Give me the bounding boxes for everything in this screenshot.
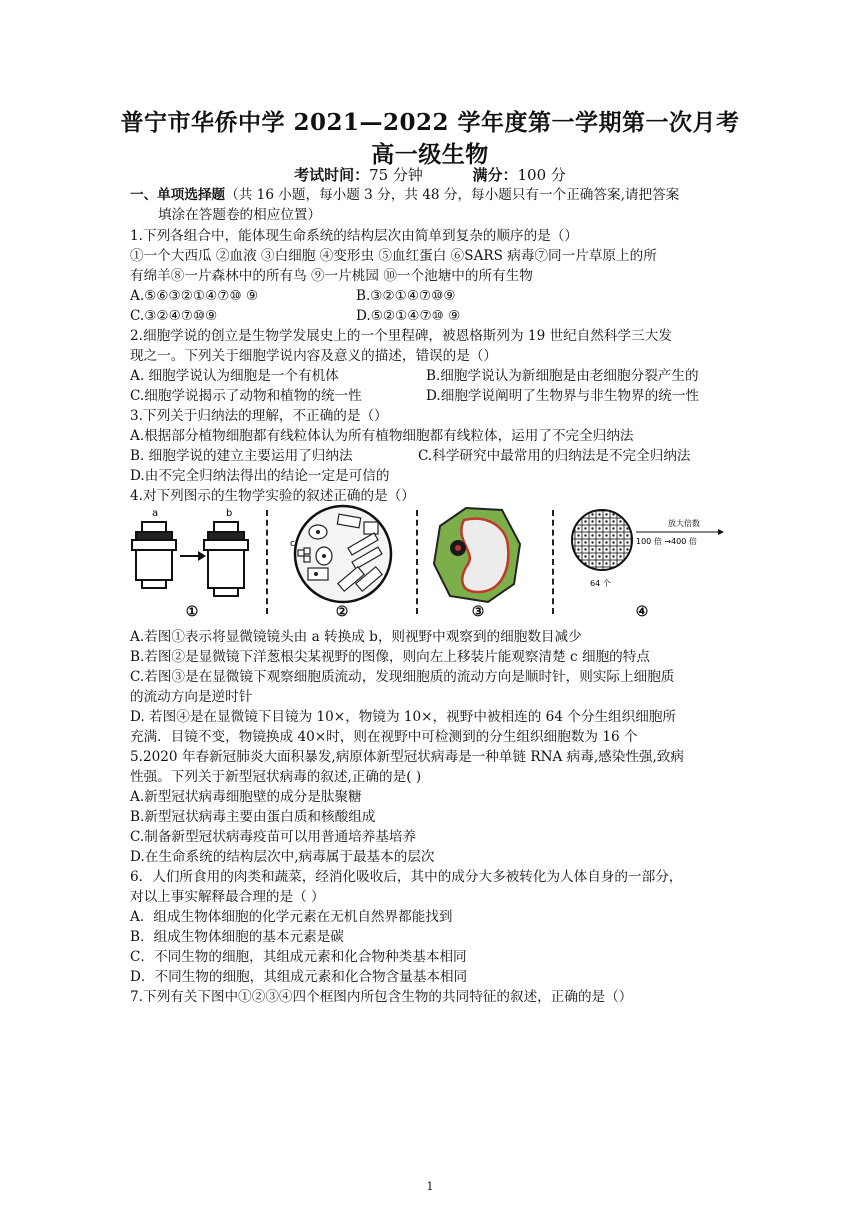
section-instructions-cont: 填涂在答题卷的相应位置） (158, 207, 322, 223)
fig2-number: ② (335, 604, 349, 620)
section-instructions: （共 16 小题，每小题 3 分，共 48 分，每小题只有一个正确答案,请把答案 (225, 187, 680, 203)
page-number: 1 (426, 1180, 434, 1193)
q2-option-c: C.细胞学说揭示了动物和植物的统一性 (130, 388, 362, 404)
q4-figure-row (128, 504, 728, 628)
q5-option-d: D.在生命系统的结构层次中,病毒属于最基本的层次 (130, 849, 435, 865)
q5-option-b: B.新型冠状病毒主要由蛋白质和核酸组成 (130, 809, 376, 825)
q1-option-b: B.③②①④⑦⑩⑨ (356, 288, 456, 304)
q1-stem: 1.下列各组合中，能体现生命系统的结构层次由简单到复杂的顺序的是（） (130, 228, 578, 244)
q2-stem-line1: 2.细胞学说的创立是生物学发展史上的一个里程碑，被恩格斯列为 19 世纪自然科学三大发 (130, 328, 672, 344)
q2-option-b: B.细胞学说认为新细胞是由老细胞分裂产生的 (426, 368, 699, 384)
q6-option-a: A．组成生物体细胞的化学元素在无机自然界都能找到 (130, 909, 453, 925)
exam-meta (0, 164, 860, 185)
q7-stem: 7.下列有关下图中①②③④四个框图内所包含生物的共同特征的叙述，正确的是（） (130, 989, 633, 1005)
q1-option-d: D.⑤②①④⑦⑩ ⑨ (356, 308, 461, 324)
q5-stem-line1: 5.2020 年春新冠肺炎大面积暴发,病原体新型冠状病毒是一种单链 RNA 病毒,感染性强,致病 (130, 749, 685, 765)
q4-option-d-line1: D. 若图④是在显微镜下目镜为 10×，物镜为 10×，视野中被相连的 64 个分生组织细胞所 (130, 709, 677, 725)
figure-4-cell-field (568, 504, 728, 604)
q1-option-c: C.③②④⑦⑩⑨ (130, 308, 218, 324)
fig3-number: ③ (471, 604, 485, 620)
section-title: 一、单项选择题 (130, 187, 226, 203)
section-heading (130, 185, 679, 205)
fig4-number: ④ (635, 604, 649, 620)
exam-time-value: 75 分钟 (369, 166, 423, 184)
figure-2-microscope-field (278, 504, 408, 604)
q3-option-d: D.由不完全归纳法得出的结论一定是可信的 (130, 468, 390, 484)
full-score-label: 满分： (472, 166, 518, 184)
q4-option-c-line1: C.若图③是在显微镜下观察细胞质流动，发现细胞质的流动方向是顺时针，则实际上细胞质 (130, 669, 675, 685)
q3-option-c: C.科学研究中最常用的归纳法是不完全归纳法 (418, 448, 691, 464)
document-subtitle: 高一级生物 (371, 141, 489, 168)
fig1-number: ① (185, 604, 199, 620)
figure-divider (266, 510, 268, 614)
q2-stem-line2: 现之一。下列关于细胞学说内容及意义的描述，错误的是（） (130, 348, 498, 364)
q4-option-c-line2: 的流动方向是逆时针 (130, 689, 253, 705)
q5-stem-line2: 性强。下列关于新型冠状病毒的叙述,正确的是( ) (130, 769, 422, 785)
q2-option-d: D.细胞学说阐明了生物界与非生物界的统一性 (426, 388, 700, 404)
q5-option-a: A.新型冠状病毒细胞壁的成分是肽聚糖 (130, 789, 362, 805)
full-score-value: 100 分 (517, 166, 566, 184)
figure-1-objective-lenses (128, 504, 258, 604)
q3-stem: 3.下列关于归纳法的理解，不正确的是（） (130, 408, 388, 424)
fig4-label-magnification: 放大倍数 (668, 519, 700, 528)
q1-option-a: A.⑤⑥③②①④⑦⑩ ⑨ (130, 288, 259, 304)
q4-option-a: A.若图①表示将显微镜镜头由 a 转换成 b，则视野中观察到的细胞数目减少 (130, 629, 582, 645)
q6-stem-line1: 6．人们所食用的肉类和蔬菜，经消化吸收后，其中的成分大多被转化为人体自身的一部分， (130, 869, 683, 885)
fig2-label-c: c (290, 539, 295, 549)
q4-stem: 4.对下列图示的生物学实验的叙述正确的是（） (130, 488, 415, 504)
figure-divider (552, 510, 554, 614)
q6-option-d: D．不同生物的细胞，其组成元素和化合物含量基本相同 (130, 969, 468, 985)
document-title: 普宁市华侨中学 2021—2022 学年度第一学期第一次月考 (120, 109, 740, 136)
q4-option-b: B.若图②是显微镜下洋葱根尖某视野的图像，则向左上移装片能观察清楚 c 细胞的特点 (130, 649, 650, 665)
q6-option-b: B．组成生物体细胞的基本元素是碳 (130, 929, 344, 945)
q2-option-a: A. 细胞学说认为细胞是一个有机体 (130, 368, 339, 384)
fig4-label-count: 64 个 (590, 579, 611, 588)
q1-items-line1: ①一个大西瓜 ②血液 ③白细胞 ④变形虫 ⑤血红蛋白 ⑥SARS 病毒⑦同一片草原上的所 (130, 248, 657, 264)
figure-divider (416, 510, 418, 614)
q1-items-line2: 有绵羊⑧一片森林中的所有鸟 ⑨一片桃园 ⑩一个池塘中的所有生物 (130, 268, 533, 284)
q6-stem-line2: 对以上事实解释最合理的是（ ） (130, 889, 325, 905)
fig4-label-range: 100 倍 →400 倍 (636, 537, 697, 546)
figure-3-plant-cell (428, 504, 528, 604)
exam-time-label: 考试时间： (294, 166, 370, 184)
fig1-label-b: b (226, 508, 233, 519)
fig1-label-a: a (152, 508, 159, 519)
q3-option-b: B. 细胞学说的建立主要运用了归纳法 (130, 448, 353, 464)
q4-option-d-line2: 充满．目镜不变，物镜换成 40×时，则在视野中可检测到的分生组织细胞数为 16 个 (130, 729, 638, 745)
q6-option-c: C．不同生物的细胞，其组成元素和化合物种类基本相同 (130, 949, 467, 965)
q5-option-c: C.制备新型冠状病毒疫苗可以用普通培养基培养 (130, 829, 417, 845)
q3-option-a: A.根据部分植物细胞都有线粒体认为所有植物细胞都有线粒体，运用了不完全归纳法 (130, 428, 634, 444)
